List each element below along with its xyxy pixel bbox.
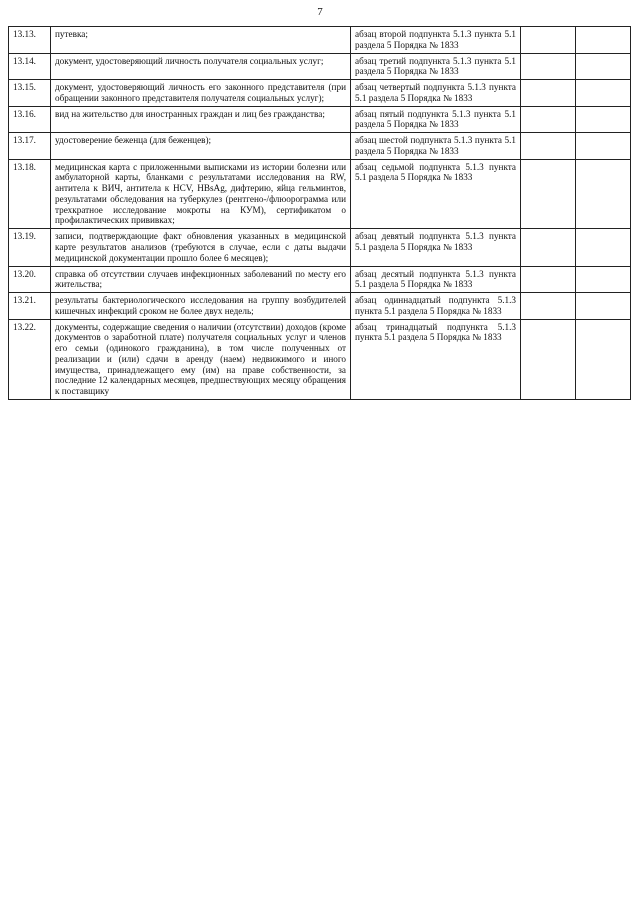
row-description: вид на жительство для иностранных граждан и лиц без гражданства; bbox=[51, 106, 351, 133]
row-empty-cell bbox=[576, 53, 631, 80]
row-empty-cell bbox=[521, 293, 576, 320]
page-number: 7 bbox=[317, 6, 323, 18]
row-legal-reference: абзац пятый подпункта 5.1.3 пункта 5.1 раздела 5 Порядка № 1833 bbox=[351, 106, 521, 133]
row-number: 13.22. bbox=[9, 319, 51, 399]
row-legal-reference: абзац тринадцатый подпункта 5.1.3 пункта 5.1 раздела 5 Порядка № 1833 bbox=[351, 319, 521, 399]
row-legal-reference: абзац одиннадцатый подпункта 5.1.3 пункта 5.1 раздела 5 Порядка № 1833 bbox=[351, 293, 521, 320]
table-body bbox=[9, 27, 631, 400]
row-number: 13.19. bbox=[9, 229, 51, 266]
row-empty-cell bbox=[576, 80, 631, 107]
row-number: 13.15. bbox=[9, 80, 51, 107]
row-description: записи, подтверждающие факт обновления указанных в медицинской карте результатов анализов (требуются в случае, если с даты выдачи медицинской документации прошло более 6 месяцев); bbox=[51, 229, 351, 266]
row-number: 13.14. bbox=[9, 53, 51, 80]
row-legal-reference: абзац седьмой подпункта 5.1.3 пункта 5.1 раздела 5 Порядка № 1833 bbox=[351, 159, 521, 229]
row-empty-cell bbox=[521, 106, 576, 133]
row-legal-reference: абзац четвертый подпункта 5.1.3 пункта 5.1 раздела 5 Порядка № 1833 bbox=[351, 80, 521, 107]
row-empty-cell bbox=[521, 319, 576, 399]
row-empty-cell bbox=[521, 133, 576, 160]
row-number: 13.20. bbox=[9, 266, 51, 293]
row-legal-reference: абзац десятый подпункта 5.1.3 пункта 5.1 раздела 5 Порядка № 1833 bbox=[351, 266, 521, 293]
row-empty-cell bbox=[521, 159, 576, 229]
table-row bbox=[9, 106, 631, 133]
table-row bbox=[9, 27, 631, 54]
row-number: 13.16. bbox=[9, 106, 51, 133]
row-empty-cell bbox=[576, 293, 631, 320]
row-description: результаты бактериологического исследования на группу возбудителей кишечных инфекций сроком не более двух недель; bbox=[51, 293, 351, 320]
table-row bbox=[9, 80, 631, 107]
row-description: удостоверение беженца (для беженцев); bbox=[51, 133, 351, 160]
table-row bbox=[9, 293, 631, 320]
row-empty-cell bbox=[521, 229, 576, 266]
row-number: 13.17. bbox=[9, 133, 51, 160]
row-empty-cell bbox=[576, 27, 631, 54]
row-number: 13.21. bbox=[9, 293, 51, 320]
row-description: путевка; bbox=[51, 27, 351, 54]
row-empty-cell bbox=[521, 80, 576, 107]
requirements-table bbox=[8, 26, 631, 400]
table-row bbox=[9, 319, 631, 399]
row-empty-cell bbox=[576, 159, 631, 229]
table-row bbox=[9, 133, 631, 160]
row-empty-cell bbox=[576, 229, 631, 266]
row-empty-cell bbox=[521, 53, 576, 80]
row-description: документ, удостоверяющий личность его законного представителя (при обращении законного представителя получателя социальных услуг); bbox=[51, 80, 351, 107]
row-empty-cell bbox=[576, 133, 631, 160]
row-legal-reference: абзац третий подпункта 5.1.3 пункта 5.1 раздела 5 Порядка № 1833 bbox=[351, 53, 521, 80]
row-legal-reference: абзац девятый подпункта 5.1.3 пункта 5.1 раздела 5 Порядка № 1833 bbox=[351, 229, 521, 266]
row-number: 13.18. bbox=[9, 159, 51, 229]
row-empty-cell bbox=[521, 27, 576, 54]
row-description: справка об отсутствии случаев инфекционных заболеваний по месту его жительства; bbox=[51, 266, 351, 293]
table-row bbox=[9, 266, 631, 293]
row-description: документы, содержащие сведения о наличии (отсутствии) доходов (кроме документов о заработной плате) получателя социальных услуг и членов его семьи (одинокого гражданина), в том числе полученных от реализации и (или) сдачи в аренду (наем) недвижимого и иного имущества, принадлежащего ему (им) на праве собственности, за последние 12 календарных месяцев, предшествующих месяцу обращения к поставщику bbox=[51, 319, 351, 399]
table-row bbox=[9, 159, 631, 229]
row-empty-cell bbox=[521, 266, 576, 293]
row-empty-cell bbox=[576, 106, 631, 133]
table-row bbox=[9, 229, 631, 266]
table-row bbox=[9, 53, 631, 80]
row-empty-cell bbox=[576, 266, 631, 293]
row-empty-cell bbox=[576, 319, 631, 399]
row-description: медицинская карта с приложенными выписками из истории болезни или амбулаторной карты, бланками с результатами исследования на RW, антитела к ВИЧ, антитела к HCV, HBsAg, дифтерию, яйца гельминтов, результатами обследования на туберкулез (рентгено-/флюорограмма или трехкратное исследование мокроты на КУМ), сертификатом о профилактических прививках; bbox=[51, 159, 351, 229]
row-legal-reference: абзац второй подпункта 5.1.3 пункта 5.1 раздела 5 Порядка № 1833 bbox=[351, 27, 521, 54]
row-description: документ, удостоверяющий личность получателя социальных услуг; bbox=[51, 53, 351, 80]
row-legal-reference: абзац шестой подпункта 5.1.3 пункта 5.1 раздела 5 Порядка № 1833 bbox=[351, 133, 521, 160]
row-number: 13.13. bbox=[9, 27, 51, 54]
